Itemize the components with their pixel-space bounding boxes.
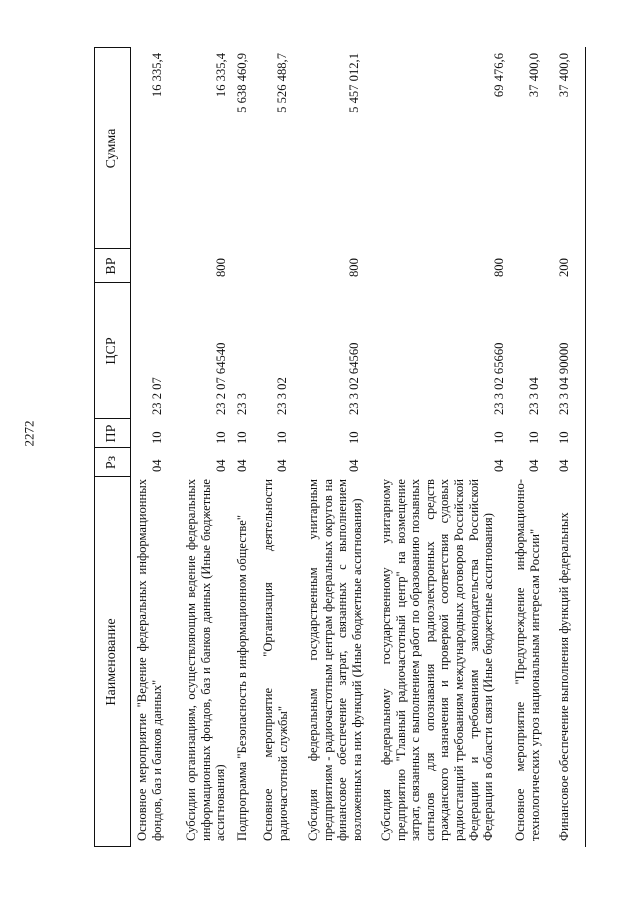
row-rz: 04 (275, 459, 289, 472)
row-sum: 37 400,0 (527, 53, 541, 98)
row-sum: 5 457 012,1 (347, 53, 361, 113)
row-csr: 23 2 07 64540 (214, 342, 228, 415)
header-pr: ПР (104, 424, 119, 443)
table-border-top (585, 47, 586, 847)
row-rz: 04 (150, 459, 164, 472)
row-csr: 23 2 07 (150, 377, 164, 415)
row-pr: 10 (275, 431, 289, 444)
row-rz: 04 (347, 459, 361, 472)
budget-table (94, 47, 586, 847)
row-rz: 04 (527, 459, 541, 472)
header-vr: ВР (104, 257, 119, 275)
row-name: Финансовое обеспечение выполнения функций федеральных (557, 512, 571, 841)
row-csr: 23 3 02 65660 (492, 342, 506, 415)
row-sum: 5 638 460,9 (235, 53, 249, 113)
row-pr: 10 (527, 431, 541, 444)
row-pr: 10 (235, 431, 249, 444)
row-vr: 800 (347, 258, 361, 277)
row-csr: 23 3 02 (275, 377, 289, 415)
page-number: 2272 (21, 420, 37, 447)
header-rz: Рз (104, 455, 119, 470)
row-pr: 10 (492, 431, 506, 444)
row-vr: 200 (557, 258, 571, 277)
row-rz: 04 (235, 459, 249, 472)
row-rz: 04 (492, 459, 506, 472)
row-csr: 23 3 (235, 392, 249, 415)
row-csr: 23 3 02 64560 (347, 342, 361, 415)
row-vr: 800 (492, 258, 506, 277)
header-name: Наименование (104, 618, 119, 706)
row-name: Субсидии организациям, осуществляющим ведение федеральных информационных фондов, баз и банков данных (Иные бюджетные ассигнования) (184, 479, 228, 841)
row-name: Субсидия федеральному государственному унитарному предприятию "Главный радиочастотный центр" на возмещение затрат, связанных с выполнением работ по образованию позывных сигналов для опознавания радиоэлектронных средств гражданского назначения и проверкой соответствия судовых радиостанций требованиям международных договоров Российской Федерации и требованиям законодательства Российской Федерации в области связи (Иные бюджетные ассигнования) (379, 479, 496, 841)
header-csr: ЦСР (104, 337, 119, 365)
row-sum: 69 476,6 (492, 53, 506, 98)
row-pr: 10 (214, 431, 228, 444)
row-vr: 800 (214, 258, 228, 277)
row-name: Основное мероприятие "Организация деятельности радиочастотной службы" (261, 479, 290, 841)
row-pr: 10 (557, 431, 571, 444)
row-rz: 04 (557, 459, 571, 472)
row-name: Субсидия федеральным государственным унитарным предприятиям - радиочастотным центрам федеральных округов на финансовое обеспечение затрат, связанных с выполнением возложенных на них функций (Иные бюджетные ассигнования) (306, 479, 364, 841)
row-name: Основное мероприятие "Предупреждение информационно-технологических угроз национальным интересам России" (513, 479, 542, 841)
row-csr: 23 3 04 90000 (557, 342, 571, 415)
row-name: Основное мероприятие "Ведение федеральных информационных фондов, баз и банков данных" (135, 479, 164, 841)
row-sum: 37 400,0 (557, 53, 571, 98)
header-sum: Сумма (104, 128, 119, 169)
row-pr: 10 (347, 431, 361, 444)
row-pr: 10 (150, 431, 164, 444)
row-sum: 16 335,4 (150, 53, 164, 98)
row-csr: 23 3 04 (527, 377, 541, 415)
header-separator (130, 47, 131, 847)
row-rz: 04 (214, 459, 228, 472)
row-sum: 5 526 488,7 (275, 53, 289, 113)
row-sum: 16 335,4 (214, 53, 228, 98)
row-name: Подпрограмма "Безопасность в информационном обществе" (235, 514, 249, 841)
